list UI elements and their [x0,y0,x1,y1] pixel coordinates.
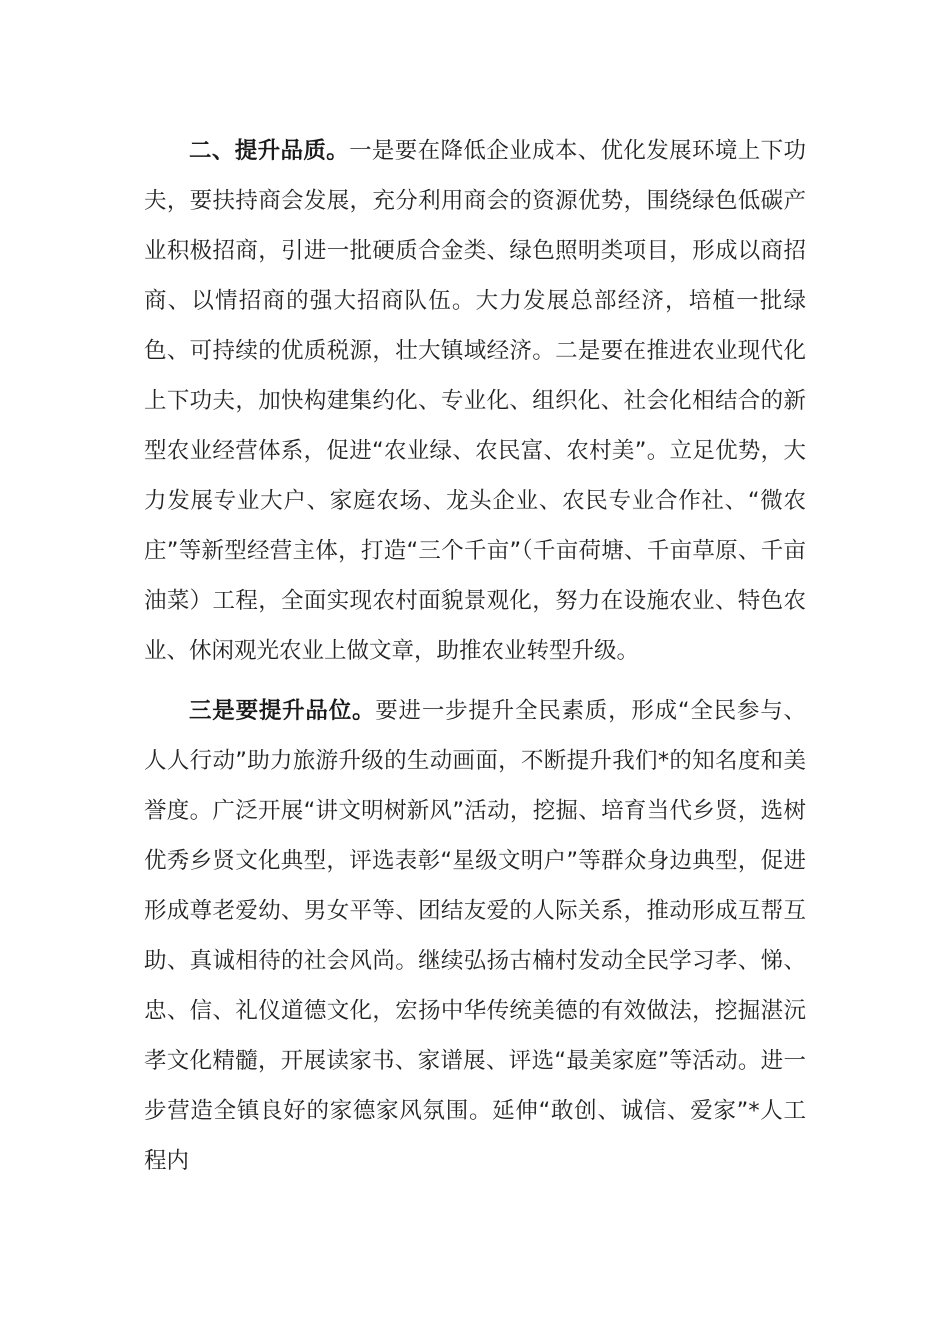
paragraph-heading-improve-quality: 二、提升品质。 [189,138,350,164]
paragraph-improve-taste [144,686,806,1186]
paragraph-heading-improve-taste: 三是要提升品位。 [189,698,376,724]
paragraph-improve-quality [144,126,806,676]
paragraph-text-improve-taste: 要进一步提升全民素质，形成“全民参与、人人行动”助力旅游升级的生动画面，不断提升我们*的知名度和美誉度。广泛开展“讲文明树新风”活动，挖掘、培育当代乡贤，选树优秀乡贤文化典型，评选表彰“星级文明户”等群众身边典型，促进形成尊老爱幼、男女平等、团结友爱的人际关系，推动形成互帮互助、真诚相待的社会风尚。继续弘扬古楠村发动全民学习孝、悌、忠、信、礼仪道德文化，宏扬中华传统美德的有效做法，挖掘湛沅孝文化精髓，开展读家书、家谱展、评选“最美家庭”等活动。进一步营造全镇良好的家德家风氛围。延伸“敢创、诚信、爱家”*人工程内 [144,698,806,1174]
paragraph-text-improve-quality: 一是要在降低企业成本、优化发展环境上下功夫，要扶持商会发展，充分利用商会的资源优势，围绕绿色低碳产业积极招商，引进一批硬质合金类、绿色照明类项目，形成以商招商、以情招商的强大招商队伍。大力发展总部经济，培植一批绿色、可持续的优质税源，壮大镇域经济。二是要在推进农业现代化上下功夫，加快构建集约化、专业化、组织化、社会化相结合的新型农业经营体系，促进“农业绿、农民富、农村美”。立足优势，大力发展专业大户、家庭农场、龙头企业、农民专业合作社、“微农庄”等新型经营主体，打造“三个千亩”（千亩荷塘、千亩草原、千亩油菜）工程，全面实现农村面貌景观化，努力在设施农业、特色农业、休闲观光农业上做文章，助推农业转型升级。 [144,138,806,664]
document-body [144,126,806,1186]
